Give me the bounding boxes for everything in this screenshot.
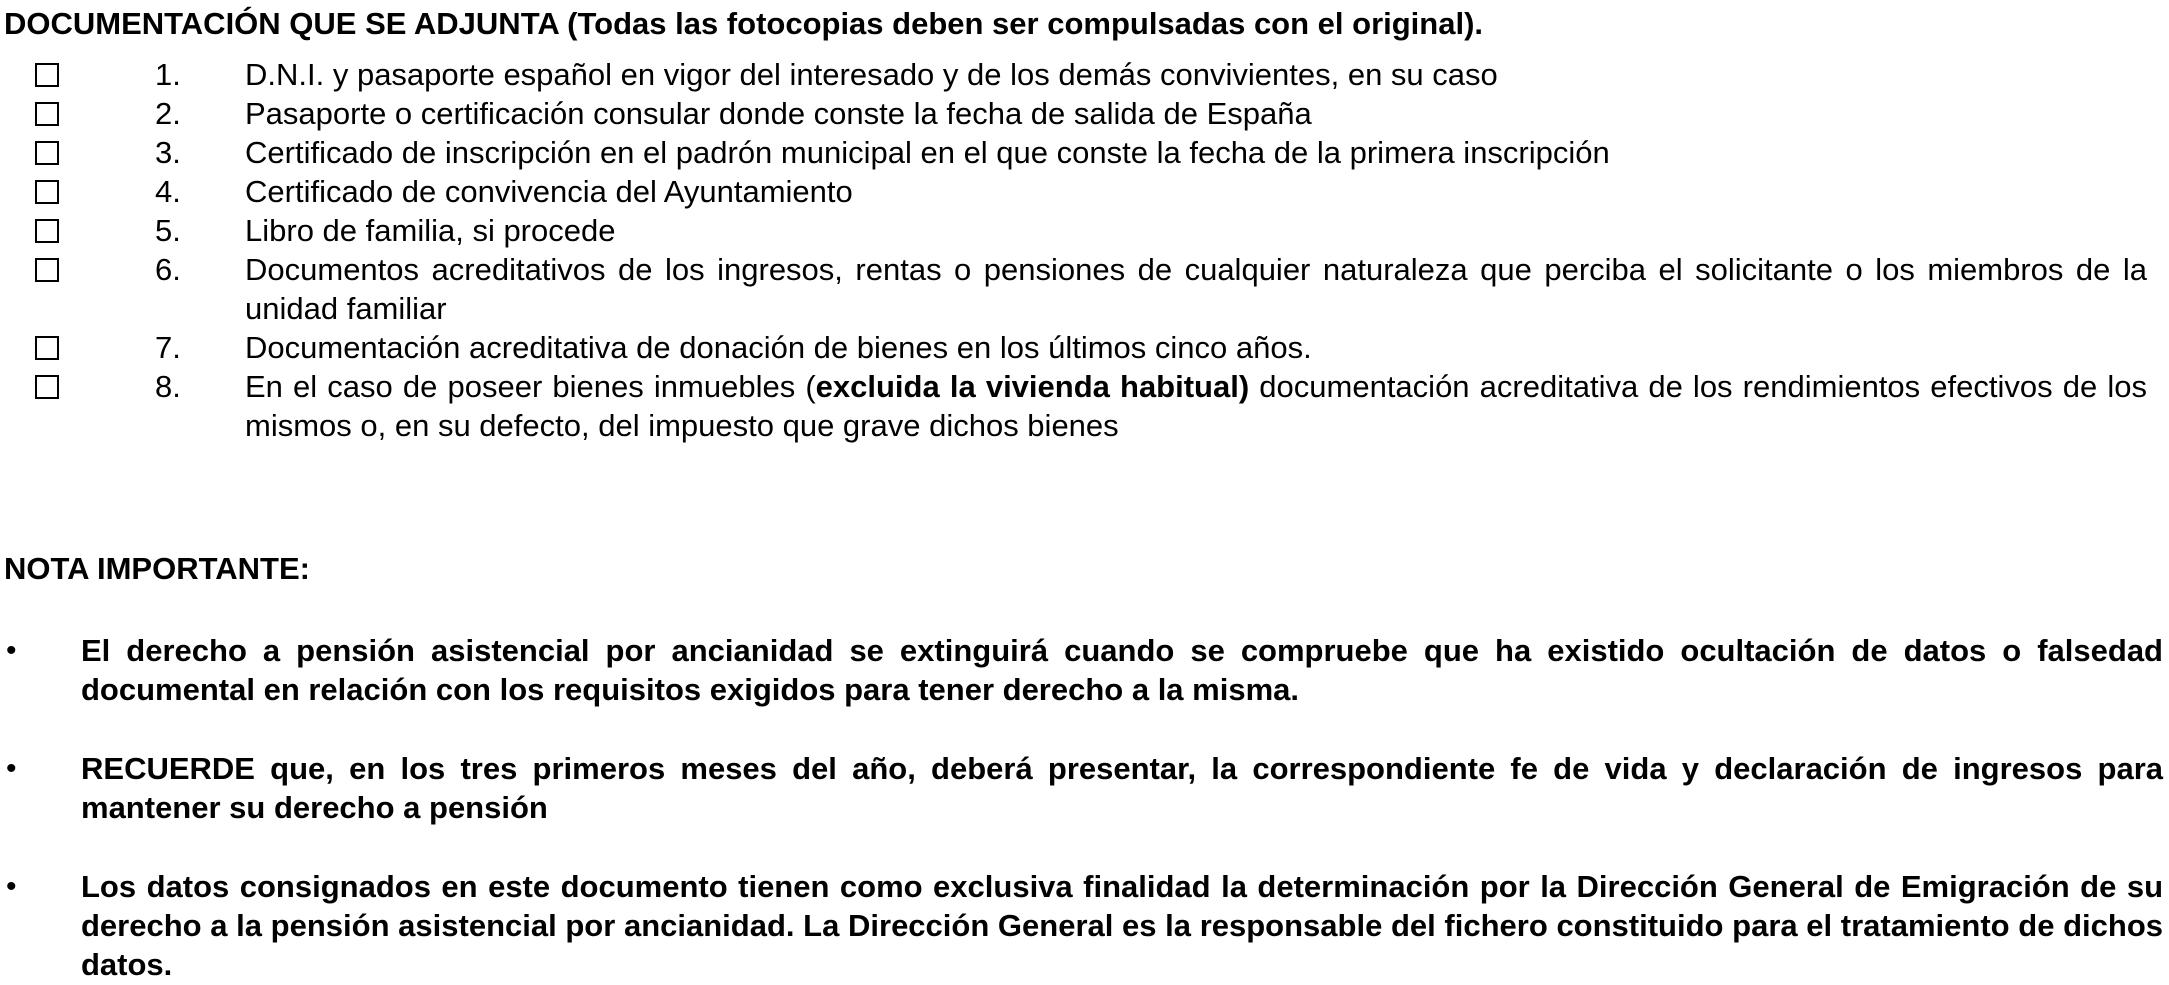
- bullet-icon: •: [6, 752, 17, 785]
- nota-heading: NOTA IMPORTANTE:: [4, 551, 310, 586]
- item-text: Certificado de inscripción en el padrón municipal en el que conste la fecha de la primera inscripción: [245, 135, 1610, 170]
- item-text-part: documentación acreditativa de los rendimientos efectivos de los mismos o, en su defecto, del impuesto que grave dichos bienes: [245, 369, 2147, 443]
- bullet-icon: •: [6, 870, 17, 903]
- item-number: 2.: [155, 96, 181, 131]
- item-number: 5.: [155, 213, 181, 248]
- item-number: 7.: [155, 330, 181, 365]
- item-number: 4.: [155, 174, 181, 209]
- document-checkbox-2[interactable]: [35, 102, 59, 126]
- item-number: 1.: [155, 57, 181, 92]
- document-checkbox-6[interactable]: [35, 258, 59, 282]
- document-checkbox-7[interactable]: [35, 336, 59, 360]
- document-checkbox-4[interactable]: [35, 180, 59, 204]
- documentation-heading: DOCUMENTACIÓN QUE SE ADJUNTA (Todas las fotocopias deben ser compulsadas con el original).: [4, 6, 1484, 41]
- note-text: El derecho a pensión asistencial por ancianidad se extinguirá cuando se compruebe que ha existido ocultación de datos o falsedad documental en relación con los requisitos exigidos para tener derecho a la misma.: [81, 633, 2163, 707]
- item-number: 8.: [155, 369, 181, 404]
- item-text-bold: excluida la vivienda habitual): [815, 369, 1250, 404]
- note-text: RECUERDE que, en los tres primeros meses del año, deberá presentar, la correspondiente fe de vida y declaración de ingresos para mantener su derecho a pensión: [81, 751, 2163, 825]
- item-text: Certificado de convivencia del Ayuntamiento: [245, 174, 853, 209]
- item-text: Documentos acreditativos de los ingresos, rentas o pensiones de cualquier naturaleza que perciba el solicitante o los miembros de la unidad familiar: [245, 252, 2147, 326]
- note-text: Los datos consignados en este documento tienen como exclusiva finalidad la determinación por la Dirección General de Emigración de su derecho a la pensión asistencial por ancianidad. La Dirección General es la responsable del fichero constituido para el tratamiento de dichos datos.: [81, 869, 2163, 982]
- bullet-icon: •: [6, 634, 17, 667]
- item-number: 3.: [155, 135, 181, 170]
- item-text: Libro de familia, si procede: [245, 213, 616, 248]
- item-text: D.N.I. y pasaporte español en vigor del interesado y de los demás convivientes, en su caso: [245, 57, 1498, 92]
- item-text: Documentación acreditativa de donación de bienes en los últimos cinco años.: [245, 330, 1312, 365]
- item-text: [245, 367, 2147, 445]
- document-checkbox-8[interactable]: [35, 375, 59, 399]
- document-checkbox-1[interactable]: [35, 63, 59, 87]
- item-number: 6.: [155, 252, 181, 287]
- document-checkbox-3[interactable]: [35, 141, 59, 165]
- item-text: Pasaporte o certificación consular donde conste la fecha de salida de España: [245, 96, 1312, 131]
- document-checkbox-5[interactable]: [35, 219, 59, 243]
- item-text-part: En el caso de poseer bienes inmuebles (: [245, 369, 816, 404]
